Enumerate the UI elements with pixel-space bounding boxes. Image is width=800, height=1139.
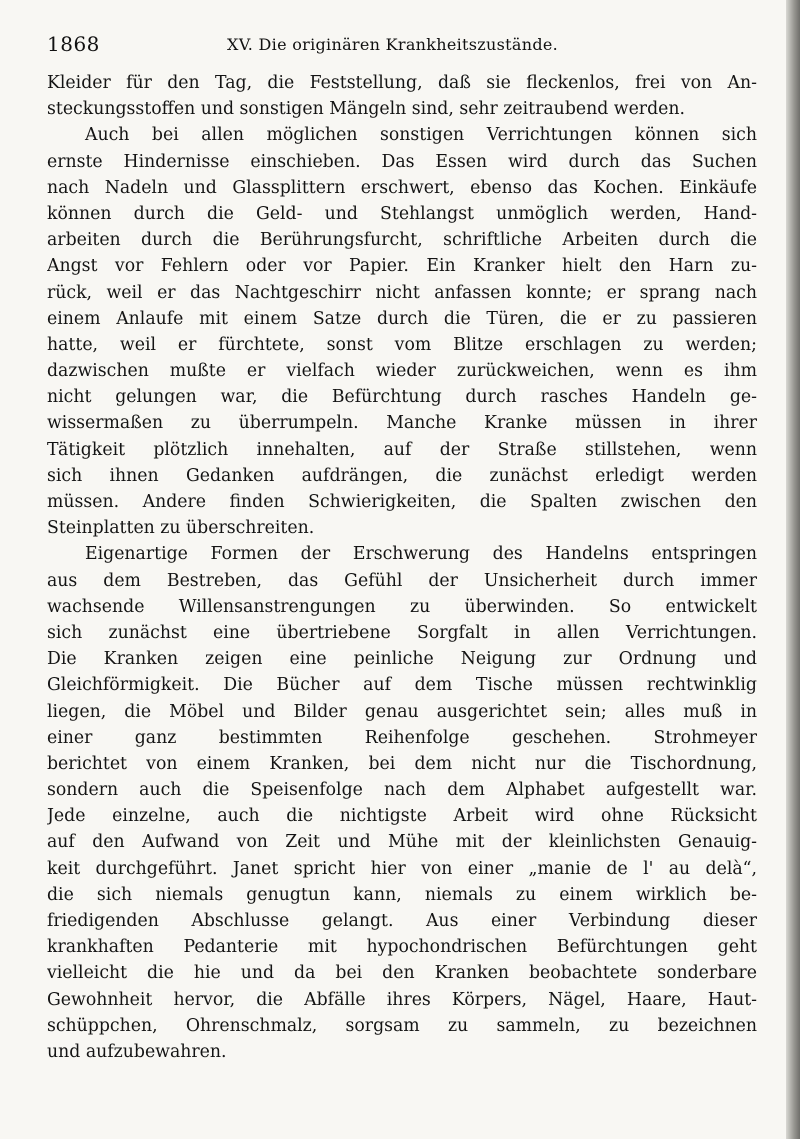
text-line: Steinplatten zu überschreiten. — [47, 518, 315, 539]
text-line: und aufzubewahren. — [47, 1041, 227, 1062]
text-line: vielleicht die hie und da bei den Kranken beobachtete sonderbare — [47, 963, 757, 984]
text-line: Auch bei allen möglichen sonstigen Verrichtungen können sich — [85, 125, 757, 146]
text-line: aus dem Bestreben, das Gefühl der Unsicherheit durch immer — [47, 570, 757, 591]
text-line: Eigenartige Formen der Erschwerung des Handelns entspringen — [85, 544, 757, 565]
page-number: 1868 — [47, 32, 100, 56]
text-line: krankhaften Pedanterie mit hypochondrischen Befürchtungen geht — [47, 937, 757, 958]
text-line: wissermaßen zu überrumpeln. Manche Kranke müssen in ihrer — [47, 413, 757, 434]
text-line: sich zunächst eine übertriebene Sorgfalt in allen Verrichtungen. — [47, 622, 757, 643]
text-line: hatte, weil er fürchtete, sonst vom Blitze erschlagen zu werden; — [47, 334, 757, 355]
text-line: Gewohnheit hervor, die Abfälle ihres Körpers, Nägel, Haare, Haut- — [47, 989, 757, 1010]
text-line: Gleichförmigkeit. Die Bücher auf dem Tische müssen rechtwinklig — [47, 675, 757, 696]
text-line: schüppchen, Ohrenschmalz, sorgsam zu sammeln, zu bezeichnen — [47, 1015, 757, 1036]
text-line: nach Nadeln und Glassplittern erschwert, ebenso das Kochen. Einkäufe — [47, 177, 757, 198]
text-line: ernste Hindernisse einschieben. Das Essen wird durch das Suchen — [47, 151, 757, 172]
text-line: liegen, die Möbel und Bilder genau ausgerichtet sein; alles muß in — [47, 701, 757, 722]
text-line: berichtet von einem Kranken, bei dem nicht nur die Tischordnung, — [47, 753, 757, 774]
text-line: Tätigkeit plötzlich innehalten, auf der Straße stillstehen, wenn — [47, 439, 757, 460]
text-line: die sich niemals genugtun kann, niemals zu einem wirklich be- — [47, 884, 757, 905]
text-line: können durch die Geld- und Stehlangst unmöglich werden, Hand- — [47, 203, 757, 224]
running-head: XV. Die originären Krankheitszustände. — [227, 35, 559, 54]
text-line: Kleider für den Tag, die Feststellung, daß sie fleckenlos, frei von An- — [47, 73, 757, 93]
text-line: Jede einzelne, auch die nichtigste Arbeit wird ohne Rücksicht — [47, 806, 757, 827]
text-line: sich ihnen Gedanken aufdrängen, die zunächst erledigt werden — [47, 465, 757, 486]
page-header — [47, 30, 757, 60]
text-line: keit durchgeführt. Janet spricht hier von einer „manie de l' au delà“, — [47, 858, 757, 879]
body-text — [47, 70, 757, 1065]
text-line: friedigenden Abschlusse gelangt. Aus einer Verbindung dieser — [47, 911, 757, 931]
text-line: einem Anlaufe mit einem Satze durch die Türen, die er zu passieren — [47, 308, 757, 329]
text-line: arbeiten durch die Berührungsfurcht, schriftliche Arbeiten durch die — [47, 230, 757, 251]
text-line: einer ganz bestimmten Reihenfolge geschehen. Strohmeyer — [47, 727, 757, 748]
text-line: Die Kranken zeigen eine peinliche Neigung zur Ordnung und — [47, 649, 757, 670]
page-edge-shadow — [786, 0, 800, 1139]
text-line: wachsende Willensanstrengungen zu überwinden. So entwickelt — [47, 596, 757, 617]
text-line: auf den Aufwand von Zeit und Mühe mit der kleinlichsten Genauig- — [47, 832, 757, 853]
text-line: steckungsstoffen und sonstigen Mängeln sind, sehr zeitraubend werden. — [47, 99, 685, 120]
text-line: müssen. Andere finden Schwierigkeiten, die Spalten zwischen den — [47, 492, 757, 512]
text-line: Angst vor Fehlern oder vor Papier. Ein Kranker hielt den Harn zu- — [47, 256, 757, 277]
text-line: nicht gelungen war, die Befürchtung durch rasches Handeln ge- — [47, 387, 757, 408]
text-line: dazwischen mußte er vielfach wieder zurückweichen, wenn es ihm — [47, 361, 757, 382]
text-line: sondern auch die Speisenfolge nach dem Alphabet aufgestellt war. — [47, 780, 757, 801]
text-line: rück, weil er das Nachtgeschirr nicht anfassen konnte; er sprang nach — [47, 282, 757, 303]
